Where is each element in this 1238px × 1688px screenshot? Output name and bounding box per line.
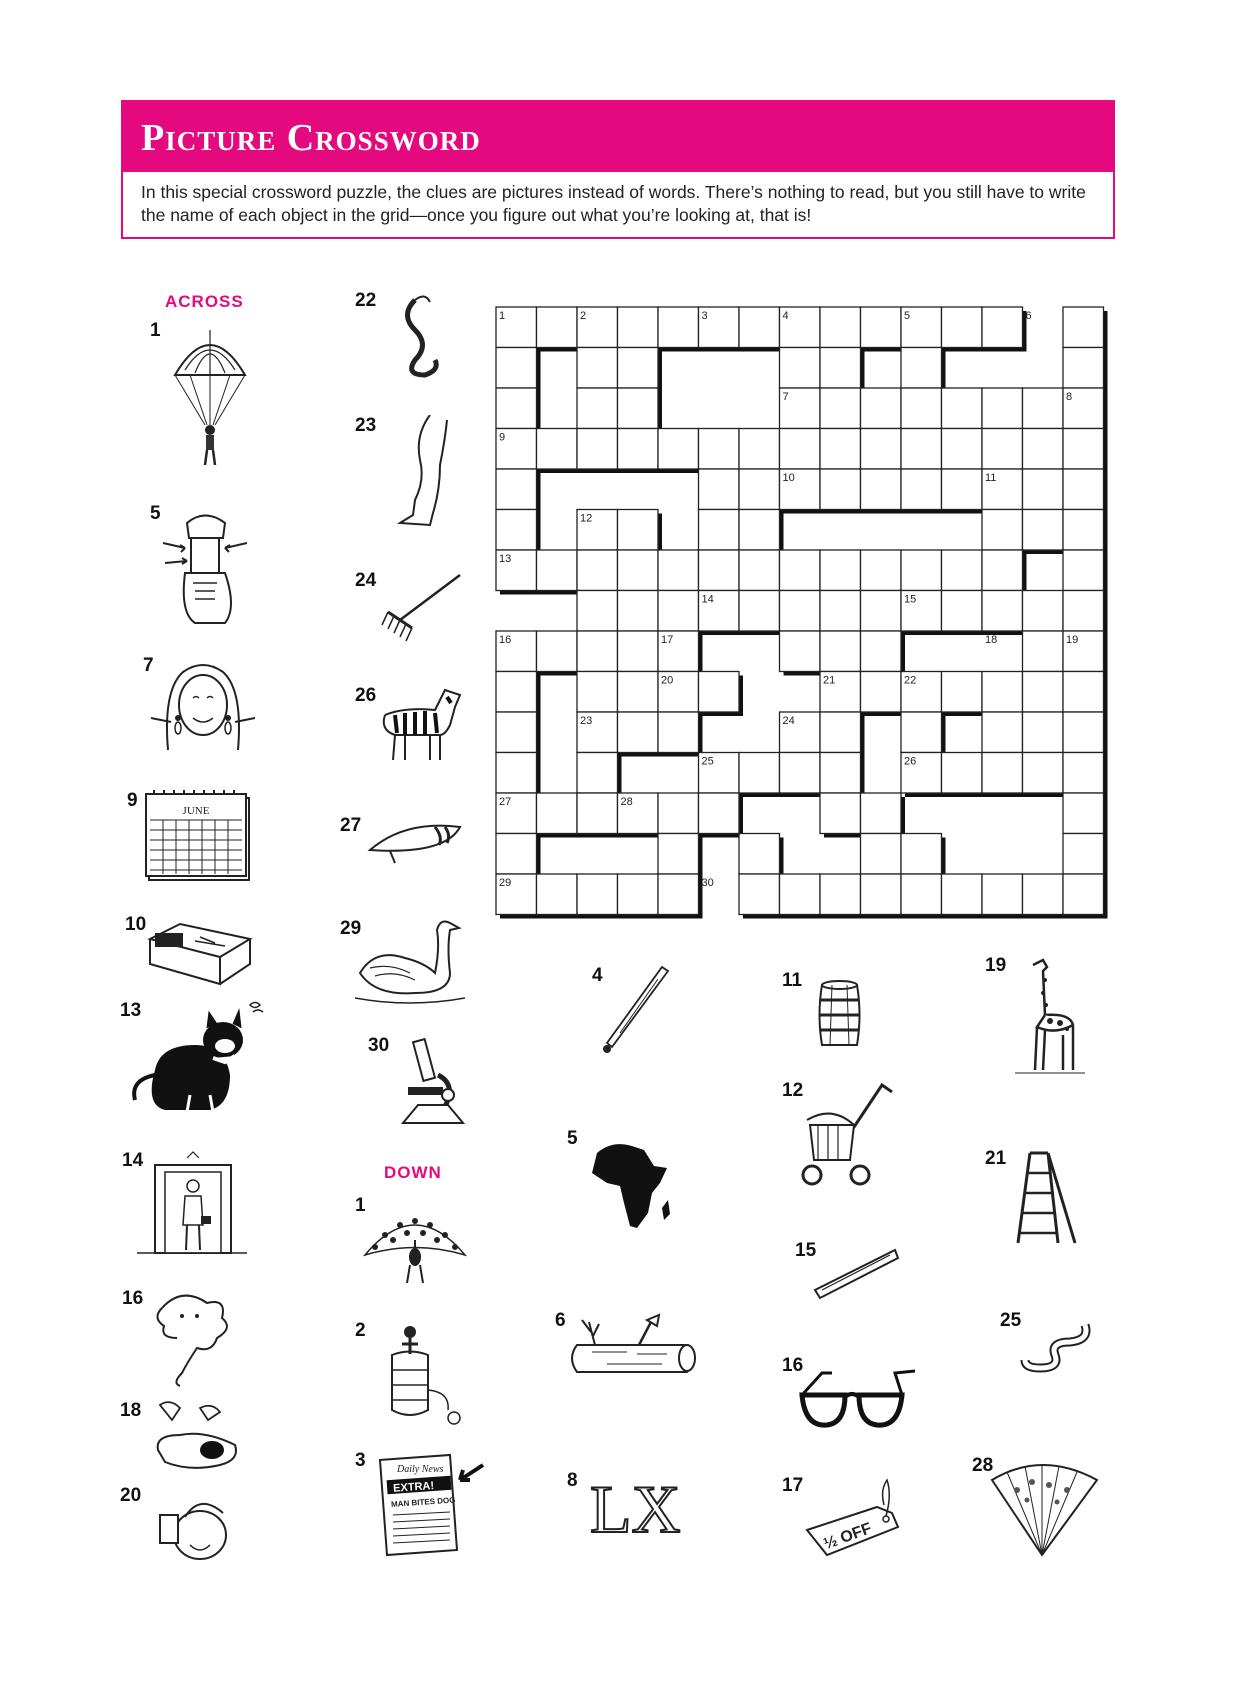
grid-cell[interactable] — [699, 510, 740, 551]
grid-cell[interactable] — [942, 753, 983, 794]
grid-cell[interactable] — [820, 550, 861, 591]
ghost-icon — [142, 1288, 242, 1388]
grid-cell[interactable] — [1023, 510, 1064, 551]
grid-clue-number: 6 — [1025, 310, 1032, 322]
grid-cell[interactable] — [658, 591, 699, 632]
leg-icon — [385, 415, 465, 530]
grid-cell[interactable] — [496, 510, 537, 551]
trophy-icon — [370, 1320, 475, 1430]
cat-icon — [125, 1000, 270, 1120]
grid-cell[interactable] — [1063, 348, 1104, 389]
grid-cell[interactable] — [861, 550, 902, 591]
grid-cell[interactable] — [496, 469, 537, 510]
elevator-icon — [137, 1150, 247, 1258]
grid-cell[interactable] — [577, 348, 618, 389]
grid-cell[interactable] — [739, 429, 780, 470]
grid-clue-number: 9 — [499, 431, 506, 444]
thermometer-icon — [592, 965, 692, 1055]
grid-cell[interactable] — [618, 429, 659, 470]
grid-cell[interactable] — [1023, 753, 1064, 794]
grid-cell[interactable] — [942, 469, 983, 510]
grid-cell[interactable] — [658, 712, 699, 753]
grid-cell[interactable] — [658, 834, 699, 875]
grid-cell[interactable] — [577, 429, 618, 470]
grid-cell[interactable] — [1063, 591, 1104, 632]
down-clue-4: 4 — [592, 965, 692, 1055]
grid-cell[interactable] — [982, 429, 1023, 470]
down-clue-28: 28 — [972, 1455, 1102, 1560]
grid-cell[interactable] — [861, 388, 902, 429]
grid-cell[interactable] — [496, 672, 537, 713]
grid-cell[interactable] — [1023, 631, 1064, 672]
grid-clue-number: 7 — [782, 391, 789, 403]
grid-cell[interactable] — [1063, 793, 1104, 834]
grid-cell[interactable] — [982, 672, 1023, 713]
grid-cell[interactable] — [739, 550, 780, 591]
grid-cell[interactable] — [982, 591, 1023, 632]
grid-cell[interactable] — [739, 510, 780, 551]
newspaper-masthead: Daily News — [397, 1464, 444, 1475]
fan-icon — [987, 1460, 1102, 1560]
grid-cell[interactable] — [1063, 753, 1104, 794]
grid-clue-number: 13 — [499, 553, 512, 565]
down-clue-25: 25 — [1000, 1310, 1095, 1380]
stroller-icon — [792, 1080, 897, 1190]
across-clue-9: 9 JUNE — [127, 790, 257, 890]
across-clue-30: 30 — [368, 1035, 478, 1135]
down-clue-16: 16 — [782, 1355, 917, 1435]
grid-cell[interactable] — [699, 550, 740, 591]
crossword-grid — [494, 305, 1110, 921]
grid-cell[interactable] — [537, 874, 578, 915]
grid-cell[interactable] — [577, 550, 618, 591]
grid-cell[interactable] — [537, 631, 578, 672]
grid-cell[interactable] — [982, 388, 1023, 429]
grid-clue-number: 21 — [823, 674, 836, 687]
grid-cell[interactable] — [820, 631, 861, 672]
grid-cell[interactable] — [1023, 429, 1064, 470]
grid-cell[interactable] — [1063, 712, 1104, 753]
grid-cell[interactable] — [901, 348, 942, 389]
grid-cell[interactable] — [658, 550, 699, 591]
worm-icon — [1015, 1320, 1095, 1380]
grid-cell[interactable] — [982, 307, 1023, 348]
grid-clue-number: 27 — [499, 796, 512, 808]
down-clue-3: 3 Daily News EXTRA! MAN BITES DOG — [355, 1450, 485, 1560]
grid-cell[interactable] — [1023, 874, 1064, 915]
grid-cell[interactable] — [820, 388, 861, 429]
grid-cell[interactable] — [618, 591, 659, 632]
grid-clue-number: 15 — [904, 593, 917, 606]
barrel-icon — [812, 980, 872, 1050]
grid-cell[interactable] — [780, 429, 821, 470]
grid-cell[interactable] — [618, 712, 659, 753]
down-clue-15: 15 — [795, 1240, 905, 1310]
grid-cell[interactable] — [618, 307, 659, 348]
grid-cell[interactable] — [1023, 388, 1064, 429]
grid-cell[interactable] — [901, 429, 942, 470]
grid-clue-number: 26 — [904, 755, 917, 768]
grid-cell[interactable] — [618, 874, 659, 915]
grid-clue-number: 4 — [782, 310, 789, 322]
grid-cell[interactable] — [1023, 672, 1064, 713]
grid-cell[interactable] — [618, 510, 659, 551]
surfboard-icon — [365, 815, 465, 870]
header-box — [121, 100, 1115, 239]
grid-cell[interactable] — [982, 753, 1023, 794]
across-clue-23: 23 — [355, 415, 465, 530]
grid-cell[interactable] — [658, 793, 699, 834]
grid-clue-number: 29 — [499, 877, 512, 889]
grid-cell[interactable] — [901, 834, 942, 875]
grid-clue-number: 28 — [620, 796, 633, 808]
across-clue-29: 29 — [340, 918, 465, 1008]
grid-cell[interactable] — [577, 388, 618, 429]
grid-cell[interactable] — [861, 429, 902, 470]
grid-clue-number: 14 — [701, 593, 714, 606]
grid-cell[interactable] — [1063, 307, 1104, 348]
shoe-icon — [155, 503, 255, 633]
down-clue-12: 12 — [782, 1080, 897, 1190]
grid-cell[interactable] — [537, 793, 578, 834]
down-clue-21: 21 — [985, 1148, 1085, 1248]
grid-cell[interactable] — [820, 307, 861, 348]
grid-cell[interactable] — [618, 388, 659, 429]
swan-icon — [355, 918, 465, 1008]
grid-cell[interactable] — [658, 429, 699, 470]
grid-cell[interactable] — [577, 631, 618, 672]
grid-cell[interactable] — [739, 469, 780, 510]
price-tag-icon — [792, 1475, 907, 1565]
grid-cell[interactable] — [1063, 874, 1104, 915]
grid-cell[interactable] — [577, 753, 618, 794]
grid-cell[interactable] — [942, 388, 983, 429]
grid-cell[interactable] — [658, 307, 699, 348]
grid-cell[interactable] — [496, 348, 537, 389]
across-clue-27: 27 — [340, 815, 460, 870]
grid-cell[interactable] — [780, 591, 821, 632]
grid-cell[interactable] — [739, 591, 780, 632]
grid-cell[interactable] — [820, 793, 861, 834]
grid-cell[interactable] — [496, 753, 537, 794]
grid-cell[interactable] — [618, 550, 659, 591]
grid-clue-number: 17 — [661, 634, 674, 646]
grid-cell[interactable] — [942, 429, 983, 470]
grid-cell[interactable] — [496, 834, 537, 875]
grid-cell[interactable] — [901, 388, 942, 429]
grid-cell[interactable] — [496, 712, 537, 753]
grid-cell[interactable] — [537, 307, 578, 348]
grid-cell[interactable] — [820, 753, 861, 794]
grid-clue-number: 10 — [782, 472, 795, 484]
grid-clue-number: 18 — [985, 634, 998, 646]
grid-cell[interactable] — [618, 672, 659, 713]
grid-clue-number: 11 — [985, 472, 997, 484]
grid-cell[interactable] — [739, 307, 780, 348]
grid-cell[interactable] — [1063, 510, 1104, 551]
grid-clue-number: 8 — [1066, 391, 1073, 403]
grid-cell[interactable] — [658, 874, 699, 915]
grid-cell[interactable] — [982, 712, 1023, 753]
grid-cell[interactable] — [982, 550, 1023, 591]
glasses-icon — [797, 1365, 917, 1435]
earrings-icon — [143, 660, 263, 755]
across-clue-24: 24 — [355, 570, 465, 645]
across-clue-7: 7 — [143, 655, 263, 755]
grid-clue-number: 1 — [499, 310, 506, 322]
across-clue-1: 1 — [150, 320, 260, 470]
grid-clue-number: 12 — [580, 512, 593, 525]
across-clue-16: 16 — [122, 1288, 252, 1388]
grid-cell[interactable] — [861, 631, 902, 672]
ladder-icon — [1010, 1148, 1085, 1248]
grid-cell[interactable] — [820, 591, 861, 632]
roman-numeral-icon — [585, 1470, 695, 1545]
grid-cell[interactable] — [1063, 469, 1104, 510]
grid-cell[interactable] — [577, 672, 618, 713]
instructions-text: In this special crossword puzzle, the clues are pictures instead of words. There’s nothing to read, but you still have to write the name of each object in the grid—once you figure out what you’re looking at, that is! — [141, 182, 1086, 225]
tweezers-icon — [810, 1240, 900, 1310]
grid-clue-number: 19 — [1066, 634, 1079, 646]
grid-cell[interactable] — [699, 793, 740, 834]
grid-cell[interactable] — [861, 672, 902, 713]
giraffe-icon — [1015, 955, 1085, 1080]
grid-cell[interactable] — [820, 429, 861, 470]
grid-cell[interactable] — [577, 874, 618, 915]
parachute-icon — [165, 320, 255, 470]
grid-clue-number: 2 — [580, 310, 587, 322]
grid-cell[interactable] — [820, 348, 861, 389]
grid-cell[interactable] — [780, 874, 821, 915]
down-clue-19: 19 — [985, 955, 1085, 1080]
roman-numeral-text: LX — [590, 1471, 681, 1545]
down-clue-6: 6 — [555, 1310, 700, 1385]
across-clue-26: 26 — [355, 685, 465, 770]
grid-clue-number: 24 — [782, 715, 795, 727]
grid-cell[interactable] — [780, 348, 821, 389]
grid-cell[interactable] — [780, 550, 821, 591]
across-clue-14: 14 — [122, 1150, 252, 1260]
grid-cell[interactable] — [901, 712, 942, 753]
mouse-icon — [155, 1485, 240, 1570]
down-clue-5: 5 — [567, 1128, 687, 1233]
grid-cell[interactable] — [861, 793, 902, 834]
grid-cell[interactable] — [699, 429, 740, 470]
grid-clue-number: 20 — [661, 674, 674, 687]
down-heading: DOWN — [384, 1163, 442, 1182]
across-clue-5: 5 — [150, 503, 260, 633]
grid-cell[interactable] — [537, 550, 578, 591]
grid-clue-number: 25 — [701, 755, 714, 768]
across-clue-20: 20 — [120, 1485, 250, 1570]
grid-cell[interactable] — [861, 307, 902, 348]
down-clue-17: 17 ½ OFF — [782, 1475, 907, 1565]
newspaper-icon — [365, 1450, 485, 1560]
grid-cell[interactable] — [942, 874, 983, 915]
grid-cell[interactable] — [861, 591, 902, 632]
grid-cell[interactable] — [820, 712, 861, 753]
grid-cell[interactable] — [1063, 834, 1104, 875]
grid-cell[interactable] — [861, 874, 902, 915]
matchbox-icon — [145, 919, 255, 994]
grid-cell[interactable] — [1023, 591, 1064, 632]
africa-icon — [582, 1138, 682, 1233]
across-clue-10: 10 — [125, 914, 255, 994]
down-clue-8: 8 LX — [567, 1470, 697, 1550]
grid-clue-number: 22 — [904, 674, 917, 687]
grid-cell[interactable] — [901, 550, 942, 591]
peacock-icon — [355, 1205, 475, 1290]
grid-cell[interactable] — [982, 874, 1023, 915]
grid-cell[interactable] — [577, 591, 618, 632]
grid-cell[interactable] — [942, 550, 983, 591]
grid-cell[interactable] — [739, 874, 780, 915]
price-tag-text: ½ OFF — [821, 1520, 875, 1554]
grid-cell[interactable] — [699, 672, 740, 713]
zebra-icon — [375, 685, 475, 770]
grid-cell[interactable] — [780, 631, 821, 672]
grid-cell[interactable] — [820, 874, 861, 915]
calendar-month: JUNE — [182, 805, 210, 817]
grid-cell[interactable] — [739, 753, 780, 794]
grid-cell[interactable] — [942, 672, 983, 713]
eggs-icon — [150, 1400, 245, 1475]
grid-cell[interactable] — [861, 834, 902, 875]
grid-cell[interactable] — [780, 753, 821, 794]
log-icon — [567, 1310, 702, 1385]
grid-cell[interactable] — [942, 591, 983, 632]
grid-cell[interactable] — [1023, 469, 1064, 510]
grid-cell[interactable] — [942, 307, 983, 348]
calendar-icon — [144, 790, 256, 885]
grid-clue-number: 23 — [580, 715, 593, 727]
across-clue-13: 13 — [120, 1000, 270, 1120]
grid-cell[interactable] — [1063, 550, 1104, 591]
microscope-icon — [383, 1035, 478, 1135]
grid-cell[interactable] — [496, 388, 537, 429]
grid-cell[interactable] — [618, 631, 659, 672]
grid-clue-number: 16 — [499, 634, 512, 646]
grid-cell[interactable] — [577, 793, 618, 834]
page-title: Picture Crossword — [123, 102, 1113, 172]
down-clue-11: 11 — [782, 970, 882, 1050]
grid-clue-number: 3 — [701, 310, 708, 322]
across-clue-18: 18 — [120, 1400, 250, 1475]
grid-clue-number: 30 — [701, 877, 714, 889]
newspaper-subhead: MAN BITES DOG — [390, 1495, 456, 1509]
grid-cell[interactable] — [537, 429, 578, 470]
grid-cell[interactable] — [1023, 712, 1064, 753]
grid-cell[interactable] — [901, 874, 942, 915]
eel-icon — [385, 290, 465, 385]
newspaper-headline: EXTRA! — [392, 1479, 435, 1495]
grid-cell[interactable] — [982, 510, 1023, 551]
grid-cell[interactable] — [1063, 429, 1104, 470]
down-clue-1: 1 — [355, 1195, 475, 1290]
across-heading: ACROSS — [165, 292, 244, 311]
grid-cell[interactable] — [820, 469, 861, 510]
grid-cell[interactable] — [699, 469, 740, 510]
grid-cell[interactable] — [1063, 672, 1104, 713]
grid-cell[interactable] — [861, 469, 902, 510]
rake-icon — [370, 570, 465, 645]
grid-cell[interactable] — [618, 348, 659, 389]
down-clue-2: 2 — [355, 1320, 475, 1430]
grid-clue-number: 5 — [904, 310, 911, 322]
grid-cell[interactable] — [901, 469, 942, 510]
across-clue-22: 22 — [355, 290, 465, 390]
grid-cell[interactable] — [739, 834, 780, 875]
